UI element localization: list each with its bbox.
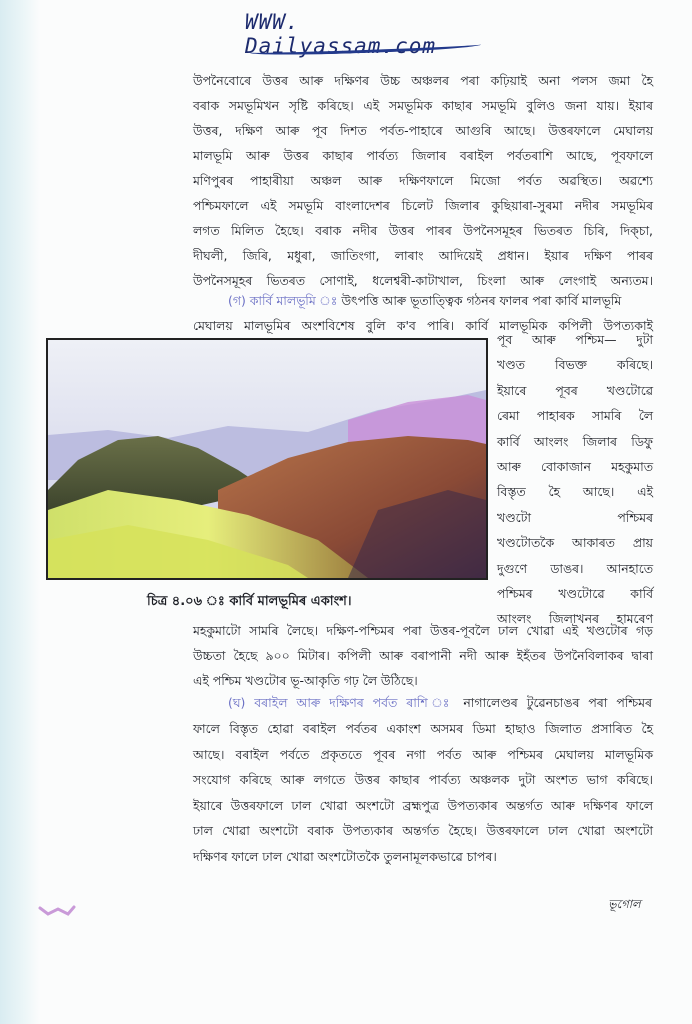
text-line: ইয়াৰে উত্তৰফালে ঢাল খোৱা অংশটো ব্ৰহ্মপুত্ৰ উপত্যকাৰ অন্তৰ্গত আৰু দক্ষিণৰ ফালে <box>193 797 653 813</box>
text-line: উৎপত্তি আৰু ভূতাত্ত্বিক গঠনৰ ফালৰ পৰা কাৰ্বি মালভূমি <box>341 293 622 308</box>
section-c-right-column <box>497 327 653 632</box>
watermark-text: WWW. Dailyassam.com <box>245 10 437 58</box>
text-line: কাৰ্বি আংলং জিলাৰ ডিফু <box>497 433 653 449</box>
text-line: ঢাল খোৱা অংশটো বৰাক উপত্যকাৰ অন্তৰ্গত হৈছে। উত্তৰফালে ঢাল খোৱা অংশটো <box>193 823 653 839</box>
watermark-handwritten <box>245 10 485 58</box>
footer-subject: ভূগোল <box>608 897 641 911</box>
text-line: ফালে বিস্তৃত হোৱা বৰাইল পৰ্বতৰ একাংশ অসমৰ ডিমা হাছাও জিলাত প্ৰসাৰিত হৈ <box>193 721 653 736</box>
text-line: খণ্ডটোতকৈ আকাৰত প্ৰায় <box>497 535 653 551</box>
text-line: উপনৈসমূহৰ ভিতৰত সোণাই, ধলেশ্বৰী-কাটাখাল, চিংলা আৰু লেংগাই অন্যতম। <box>193 273 653 288</box>
karbi-plateau-photo <box>46 338 488 580</box>
landscape-illustration <box>48 340 486 578</box>
text-line: পূব আৰু পশ্চিম— দুটা <box>497 332 653 347</box>
paragraph-barak-plain <box>193 68 653 293</box>
text-line: মহকুমাটো সামৰি লৈছে। দক্ষিণ-পশ্চিমৰ পৰা উত্তৰ-পূবলৈ ঢাল খোৱা এই খণ্ডটোৰ গড় <box>193 623 653 638</box>
text-line: সংযোগ কৰিছে আৰু লগতে উত্তৰ কাছাৰ পাৰ্বত্য অঞ্চলক দুটা অংশত ভাগ কৰিছে। <box>193 772 653 788</box>
figure-caption: চিত্ৰ ৪.০৬ ঃ কাৰ্বি মালভূমিৰ একাংশ। <box>147 594 352 609</box>
text-line: আংলং জিলাখনৰ হামৰেণ <box>497 611 653 627</box>
text-line: উত্তৰ, দক্ষিণ আৰু পূব দিশত পৰ্বত-পাহাৰে আগুৰি আছে। উত্তৰফালে মেঘালয় <box>193 123 653 138</box>
text-line: ইয়াৰে পূবৰ খণ্ডটোৱে <box>497 382 653 398</box>
text-line: মেঘালয় মালভূমিৰ অংশবিশেষ বুলি ক'ব পাৰি। কাৰ্বি মালভূমিক কপিলী উপত্যকাই <box>193 318 653 333</box>
text-line: উপনৈবোৰে উত্তৰ আৰু দক্ষিণৰ উচ্চ অঞ্চলৰ পৰা কঢ়িয়াই অনা পলস জমা হৈ <box>193 73 653 88</box>
text-line: খণ্ডটো পশ্চিমৰ <box>497 509 653 525</box>
text-line: দুগুণে ডাঙৰ। আনহাতে <box>497 560 653 576</box>
section-c-first-line <box>228 288 652 313</box>
section-d-heading: (ঘ) বৰাইল আৰু দক্ষিণৰ পৰ্বত ৰাশি ঃ <box>228 695 455 710</box>
text-line: আছে। বৰাইল পৰ্বতে প্ৰকৃততে পূবৰ নগা পৰ্বত আৰু পশ্চিমৰ মেঘালয় মালভূমিক <box>193 746 653 762</box>
text-line: মণিপুৰৰ পাহাৰীয়া অঞ্চল আৰু দক্ষিণফালে মিজো পৰ্বত অৱস্থিত। অৱশ্যে <box>193 173 653 188</box>
text-line: ৰেমা পাহাৰক সামৰি লৈ <box>497 408 653 424</box>
text-line: উচ্চতা হৈছে ৯০০ মিটাৰ। কপিলী আৰু বৰাপানী নদী আৰু ইহঁতৰ উপনৈবিলাকৰ দ্বাৰা <box>193 648 653 663</box>
page-edge-shadow <box>0 0 40 1024</box>
section-d-first-line <box>228 690 652 715</box>
text-line: নাগালেণ্ডৰ টুৱেনচাঙৰ পৰা পশ্চিমৰ <box>463 695 652 710</box>
text-line: লগত মিলিত হৈছে। বৰাক নদীৰ উত্তৰ পাৰৰ উপনৈসমূহৰ ভিতৰত চিৰি, দিক্চা, <box>193 223 653 238</box>
text-line: খণ্ডত বিভক্ত কৰিছে। <box>497 357 653 373</box>
text-line: পশ্চিমৰ খণ্ডটোৱে কাৰ্বি <box>497 585 653 601</box>
text-line: আৰু বোকাজান মহকুমাত <box>497 458 653 474</box>
text-line: দক্ষিণৰ ফালে ঢাল খোৱা অংশটোতকৈ তুলনামূলকভাৱে চাপৰ। <box>193 848 497 864</box>
text-line: বিস্তৃত হৈ আছে। এই <box>497 484 653 500</box>
section-d-body <box>193 716 653 870</box>
stray-pen-mark <box>38 904 76 918</box>
text-line: দীঘলী, জিৰি, মধুৰা, জাতিংগা, লাৰাং আদিয়েই প্ৰধান। ইয়াৰ দক্ষিণ পাৰৰ <box>193 248 653 263</box>
text-line: পশ্চিমফালে এই সমভূমি বাংলাদেশৰ চিলেট জিলাৰ কুছিয়াৰা-সুৰমা নদীৰ সমভূমিৰ <box>193 198 653 213</box>
section-c-heading: (গ) কাৰ্বি মালভূমি ঃ <box>228 293 338 308</box>
text-line: বৰাক সমভূমিখন সৃষ্টি কৰিছে। এই সমভূমিক কাছাৰ সমভূমি বুলিও জনা যায়। ইয়াৰ <box>193 98 653 113</box>
section-c-continuation <box>193 618 653 693</box>
text-line: মালভূমি আৰু উত্তৰ কাছাৰ পাৰ্বত্য জিলাৰ বৰাইল পৰ্বতৰাশি আছে, পূবফালে <box>193 148 653 163</box>
text-line: এই পশ্চিম খণ্ডটোৰ ভূ-আকৃতি গঢ় লৈ উঠিছে। <box>193 673 418 688</box>
